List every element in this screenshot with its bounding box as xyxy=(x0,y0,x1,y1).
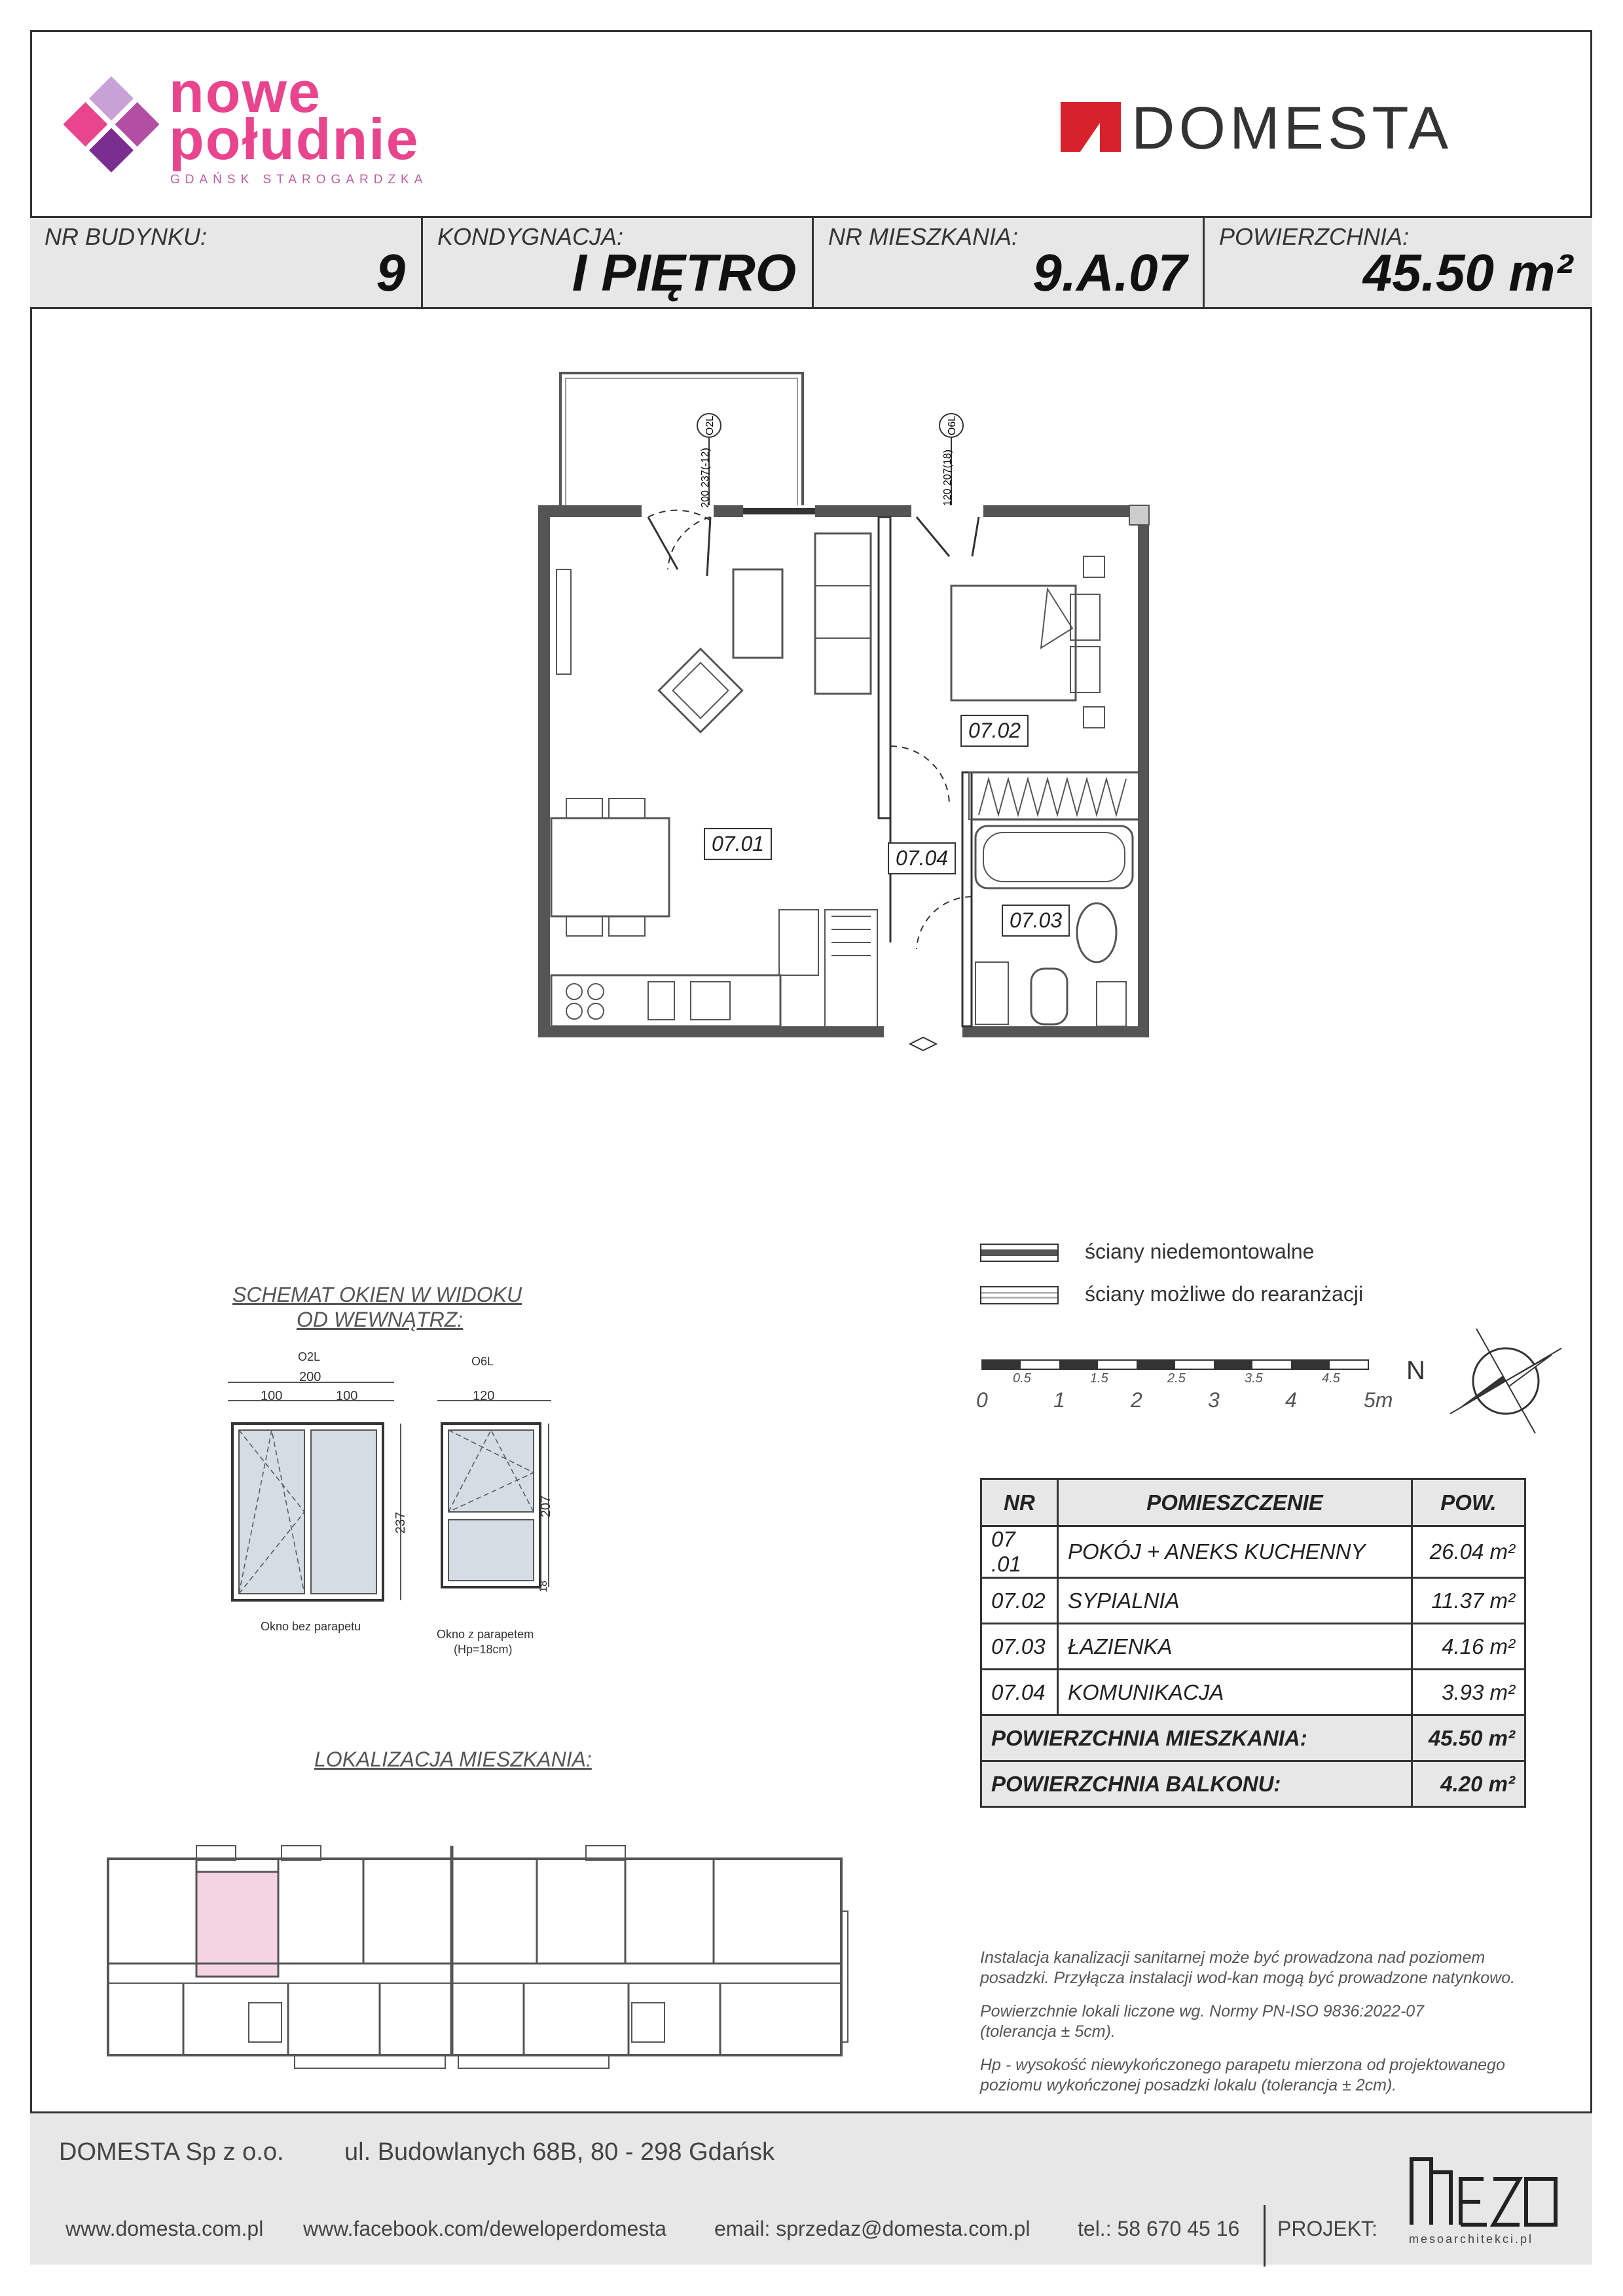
architect-logo xyxy=(1405,2153,1575,2257)
svg-text:200 237(-12): 200 237(-12) xyxy=(700,448,711,508)
balcony xyxy=(560,373,803,511)
o6l-tag: O6L xyxy=(471,1355,494,1368)
total-flat-row: POWIERZCHNIA MIESZKANIA: 45.50 m² xyxy=(981,1715,1525,1761)
domesta-mark-icon xyxy=(1061,102,1121,152)
table-row: 07.02 SYPIALNIA 11.37 m² xyxy=(981,1578,1525,1624)
room-label-0703: 07.03 xyxy=(1002,905,1070,937)
location-title: LOKALIZACJA MIESZKANIA: xyxy=(314,1748,592,1771)
o2l-tag: O2L xyxy=(298,1350,321,1363)
area-value: 45.50 m² xyxy=(1362,243,1573,302)
nowe-poludnie-logo xyxy=(59,60,504,196)
svg-text:120 207(18): 120 207(18) xyxy=(942,449,953,507)
tag-o6l: O6L xyxy=(947,415,958,436)
footer-address: ul. Budowlanych 68B, 80 - 298 Gdańsk xyxy=(344,2138,775,2166)
logo-line2: południe xyxy=(169,107,420,171)
floor-cell: KONDYGNACJA: I PIĘTRO xyxy=(423,218,814,307)
tag-o2l: O2L xyxy=(704,415,716,436)
o6l-width: 120 xyxy=(473,1389,495,1403)
table-row: 07 .01 POKÓJ + ANEKS KUCHENNY 26.04 m² xyxy=(981,1526,1525,1578)
logo-line1: nowe xyxy=(169,60,321,124)
o2l-caption: Okno bez parapetu xyxy=(261,1620,361,1633)
floor-plan xyxy=(511,353,1165,1060)
window-o6l-drawing xyxy=(432,1374,563,1597)
window-o2l-drawing xyxy=(223,1374,419,1610)
legend-swatch-solid xyxy=(980,1244,1059,1262)
notes: Instalacja kanalizacji sanitarnej może być prowadzona nad poziomem posadzki. Przyłącza instalacji wod-kan mogą być prowadzone natynkowo. Powierzchnie lokali liczone wg. Normy PN-ISO 9836:2022-07 (tolerancja ± 5cm). Hp - wysokość niewykończonego parapetu mierzona od projektowanego poziomu wykończonej posadzki lokalu (tolerancja ± 2cm). xyxy=(980,1948,1516,2094)
floor-value: I PIĘTRO xyxy=(572,243,796,302)
building-value: 9 xyxy=(376,243,405,302)
domesta-logo xyxy=(1061,95,1545,162)
o2l-half2: 100 xyxy=(336,1389,358,1403)
table-header: NR POMIESZCZENIE POW. xyxy=(981,1479,1525,1526)
mezo-logo-icon xyxy=(1405,2153,1562,2231)
total-balcony-row: POWIERZCHNIA BALKONU: 4.20 m² xyxy=(981,1761,1525,1807)
table-row: 07.04 KOMUNIKACJA 3.93 m² xyxy=(981,1670,1525,1715)
windows-title-1: SCHEMAT OKIEN W WIDOKU xyxy=(232,1283,522,1306)
scale-labels: 0.5 1.5 2.5 3.5 4.5 0 1 2 3 4 5m xyxy=(976,1371,1393,1412)
footer-phone: tel.: 58 670 45 16 xyxy=(1078,2217,1240,2240)
table-row: 07.03 ŁAZIENKA 4.16 m² xyxy=(981,1624,1525,1670)
info-bar xyxy=(30,216,1592,309)
o2l-height: 237 xyxy=(393,1511,409,1534)
o6l-caption-1: Okno z parapetem xyxy=(437,1628,534,1641)
footer-project-label: PROJEKT: xyxy=(1277,2217,1377,2240)
north-label: N xyxy=(1406,1356,1425,1385)
room-label-0704: 07.04 xyxy=(888,842,956,874)
domesta-wordmark: DOMESTA xyxy=(1131,95,1453,162)
building-cell: NR BUDYNKU: 9 xyxy=(30,218,423,307)
footer-email-link[interactable]: email: sprzedaz@domesta.com.pl xyxy=(714,2217,1030,2240)
entrance-icon xyxy=(910,1037,936,1050)
windows-title-2: OD WEWNĄTRZ: xyxy=(297,1308,464,1331)
room-label-0701: 07.01 xyxy=(704,828,772,860)
north-arrow-icon xyxy=(1440,1316,1571,1446)
footer-company: DOMESTA Sp z o.o. xyxy=(59,2138,284,2166)
o6l-height: 207 xyxy=(539,1495,554,1518)
room-label-0702: 07.02 xyxy=(960,715,1029,747)
area-cell: POWIERZCHNIA: 45.50 m² xyxy=(1219,223,1573,302)
flat-value: 9.A.07 xyxy=(1032,243,1187,302)
o2l-width: 200 xyxy=(299,1370,321,1384)
footer-facebook-link[interactable]: www.facebook.com/deweloperdomesta xyxy=(303,2217,666,2240)
legend-swatch-light xyxy=(980,1286,1059,1304)
footer-divider xyxy=(1264,2205,1266,2267)
rooms-table xyxy=(980,1478,1526,1808)
footer xyxy=(30,2111,1592,2265)
o6l-caption-2: (Hp=18cm) xyxy=(454,1643,513,1656)
architect-url: mesoarchitekci.pl xyxy=(1409,2233,1534,2246)
flat-cell: NR MIESZKANIA: 9.A.07 xyxy=(814,218,1205,307)
diamond-logo-icon xyxy=(59,72,164,177)
o6l-sill: 18 xyxy=(538,1581,549,1592)
logo-tagline: GDAŃSK STAROGARDZKA xyxy=(170,173,428,187)
location-plan xyxy=(105,1806,851,2088)
o2l-half1: 100 xyxy=(261,1389,283,1403)
footer-website-link[interactable]: www.domesta.com.pl xyxy=(65,2217,264,2240)
